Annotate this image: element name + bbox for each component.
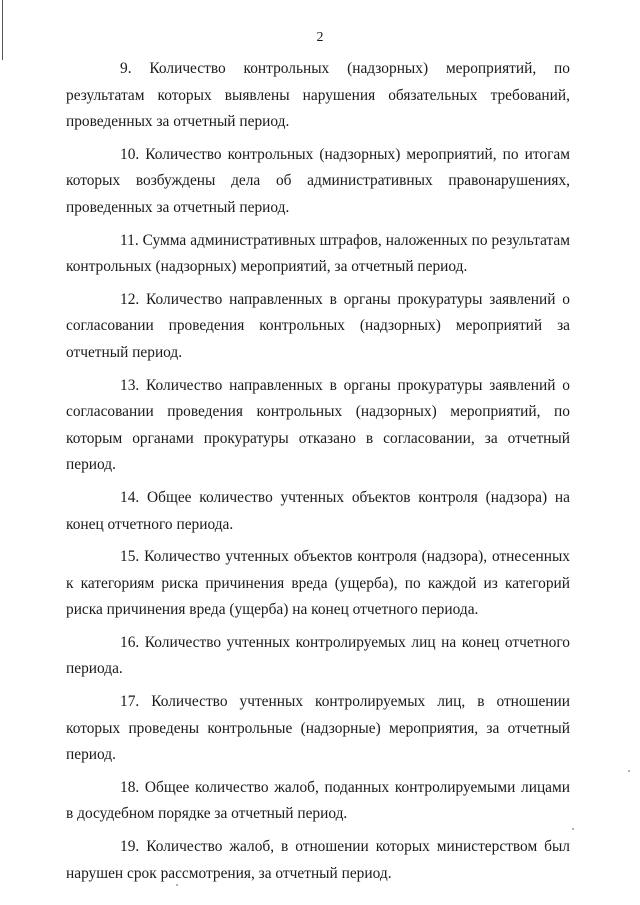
item-text: Количество жалоб, в отношении которых министерством был нарушен срок рассмотрения, за отчетный период. xyxy=(66,838,570,882)
item-text: Общее количество жалоб, поданных контролируемыми лицами в досудебном порядке за отчетный период. xyxy=(66,778,570,823)
item-text: Сумма административных штрафов, наложенных по результатам контрольных (надзорных) мероприятий, за отчетный период. xyxy=(66,231,570,276)
item-text: Общее количество учтенных объектов контроля (надзора) на конец отчетного периода. xyxy=(66,488,570,533)
page-number: 2 xyxy=(316,30,324,45)
item-text: Количество контрольных (надзорных) мероприятий, по итогам которых возбуждены дела об административных правонарушениях, проведенных за отчетный период. xyxy=(66,145,570,216)
item-number: 18. xyxy=(120,778,140,796)
item-text: Количество учтенных контролируемых лиц, в отношении которых проведены контрольные (надзорные) мероприятия, за отчетный период. xyxy=(66,693,571,764)
scan-speck xyxy=(628,770,630,772)
list-item xyxy=(66,775,570,828)
scan-speck xyxy=(176,884,178,886)
scan-speck xyxy=(572,828,574,830)
item-text: Количество учтенных объектов контроля (надзора), отнесенных к категориям риска причинения вреда (ущерба), по каждой из категорий риска причинения вреда (ущерба) на конец отчетного периода. xyxy=(66,548,570,619)
item-number: 14. xyxy=(120,488,140,506)
item-text: Количество направленных в органы прокуратуры заявлений о согласовании проведения контрольных (надзорных) мероприятий за отчетный период. xyxy=(66,290,570,361)
list-item xyxy=(66,287,570,367)
item-number: 19. xyxy=(120,838,140,856)
item-number: 17. xyxy=(120,693,140,711)
item-text: Количество учтенных контролируемых лиц на конец отчетного периода. xyxy=(66,633,570,678)
document-body xyxy=(66,56,570,893)
item-text: Количество направленных в органы прокуратуры заявлений о согласовании проведения контрольных (надзорных) мероприятий, по которым органами прокуратуры отказано в согласовании, за отчетный период. xyxy=(66,376,570,474)
list-item xyxy=(66,373,570,479)
list-item xyxy=(66,834,570,887)
item-text: Количество контрольных (надзорных) мероприятий, по результатам которых выявлены нарушения обязательных требований, проведенных за отчетный период. xyxy=(66,60,570,131)
list-item xyxy=(66,56,570,136)
list-item xyxy=(66,228,570,281)
item-number: 9. xyxy=(120,60,132,77)
list-item xyxy=(66,142,570,222)
list-item xyxy=(66,544,570,624)
item-number: 12. xyxy=(120,290,140,308)
item-number: 11. xyxy=(120,231,139,249)
list-item xyxy=(66,630,570,683)
list-item xyxy=(66,689,570,769)
item-number: 13. xyxy=(120,376,140,394)
list-item xyxy=(66,485,570,538)
item-number: 16. xyxy=(120,633,140,651)
item-number: 10. xyxy=(120,145,140,163)
item-number: 15. xyxy=(120,548,140,566)
